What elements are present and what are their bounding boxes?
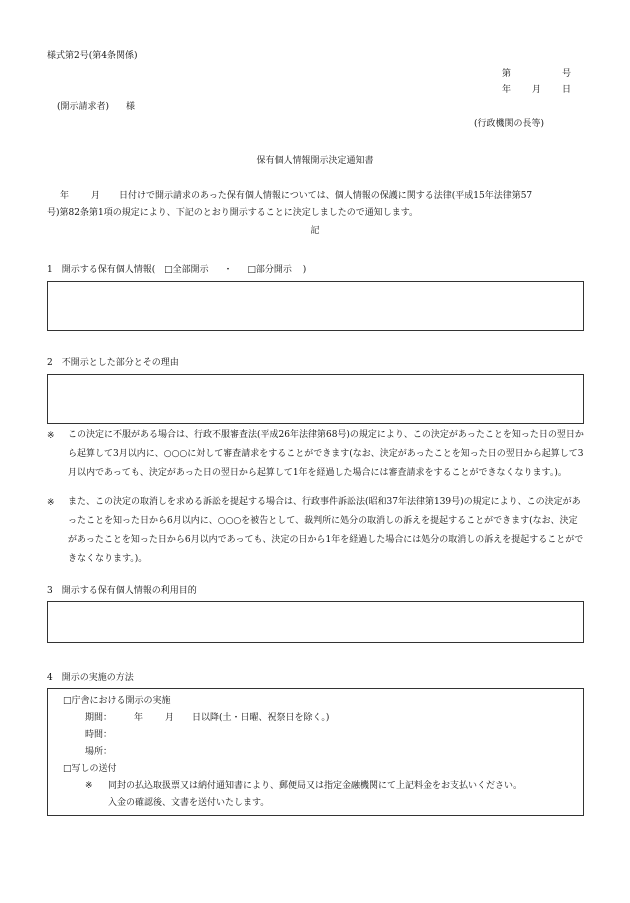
option-office: □庁舎における開示の実施 bbox=[63, 696, 171, 706]
requester-label: (開示請求者) bbox=[57, 102, 110, 112]
note1-mark: ※ bbox=[47, 431, 55, 441]
note2-mark: ※ bbox=[47, 498, 55, 508]
intro-line1: 日付けで開示請求のあった保有個人情報については、個人情報の保護に関する法律(平成15年法律第57 bbox=[119, 191, 533, 201]
section1-box bbox=[47, 281, 584, 331]
section1-separator: ・ bbox=[223, 265, 233, 275]
mail-note-mark: ※ bbox=[85, 781, 93, 791]
note2-text: また、この決定の取消しを求める訴訟を提起する場合は、行政事件訴訟法(昭和37年法律第139号)の規定により、この決定があったことを知った日から6月以内に、○○○を被告として、裁判所に処分の取消しの訴えを提起することができます(なお、決定があったことを知った日から6月以内であっても、決定の日から1年を経過した場合には処分の取消しの訴えを提起することができなくなります。)。 bbox=[68, 497, 584, 564]
section2-label: 2 不開示とした部分とその理由 bbox=[47, 358, 179, 368]
page-title: 保有個人情報開示決定通知書 bbox=[256, 156, 374, 166]
section1-label bbox=[47, 264, 306, 277]
form-id: 様式第2号(第4条関係) bbox=[47, 51, 138, 61]
period-label: 期間： bbox=[85, 713, 113, 723]
date-month: 月 bbox=[532, 85, 542, 95]
note1-text: この決定に不服がある場合は、行政不服審査法(平成26年法律第68号)の規定により、この決定があったことを知った日の翌日から起算して3月以内に、○○○に対して審査請求をすることができます(なお、決定があったことを知った日の翌日から起算して3月以内であっても、決定があった日の翌日から起算して1年を経過した場合には審査請求をすることができなくなります。)。 bbox=[68, 430, 584, 478]
section3-box bbox=[47, 601, 584, 643]
section1-option-full: □全部開示 bbox=[164, 265, 209, 275]
mail-note-line2: 入金の確認後、文書を送付いたします。 bbox=[108, 798, 270, 808]
period-rest: 日以降(土・日曜、祝祭日を除く。) bbox=[192, 713, 330, 723]
issuer-label: (行政機関の長等) bbox=[474, 119, 545, 129]
intro-line2: 号)第82条第1項の規定により、下記のとおり開示することに決定しましたので通知します。 bbox=[47, 208, 418, 218]
requester-honorific: 様 bbox=[126, 102, 136, 112]
section4-label: 4 開示の実施の方法 bbox=[47, 673, 134, 683]
intro-month: 月 bbox=[91, 191, 101, 201]
period-year: 年 bbox=[134, 713, 144, 723]
ki-mark: 記 bbox=[310, 226, 320, 236]
mail-note-line1: 同封の払込取扱票又は納付通知書により、郵便局又は指定金融機関にて上記料金をお支払いください。 bbox=[108, 781, 523, 791]
section1-title: 1 開示する保有個人情報( bbox=[47, 265, 156, 275]
section2-box bbox=[47, 374, 584, 424]
section3-label: 3 開示する保有個人情報の利用目的 bbox=[47, 586, 197, 596]
doc-number-prefix: 第 bbox=[502, 69, 512, 79]
section4-box bbox=[47, 688, 584, 816]
date-year: 年 bbox=[502, 85, 512, 95]
intro-year: 年 bbox=[60, 191, 70, 201]
doc-number-suffix: 号 bbox=[562, 69, 572, 79]
place-label: 場所： bbox=[85, 747, 113, 757]
date-day: 日 bbox=[562, 85, 572, 95]
option-mail: □写しの送付 bbox=[63, 764, 117, 774]
period-month: 月 bbox=[165, 713, 175, 723]
section1-option-partial: □部分開示 bbox=[247, 265, 292, 275]
time-label: 時間： bbox=[85, 730, 113, 740]
section1-close: ) bbox=[302, 265, 307, 275]
